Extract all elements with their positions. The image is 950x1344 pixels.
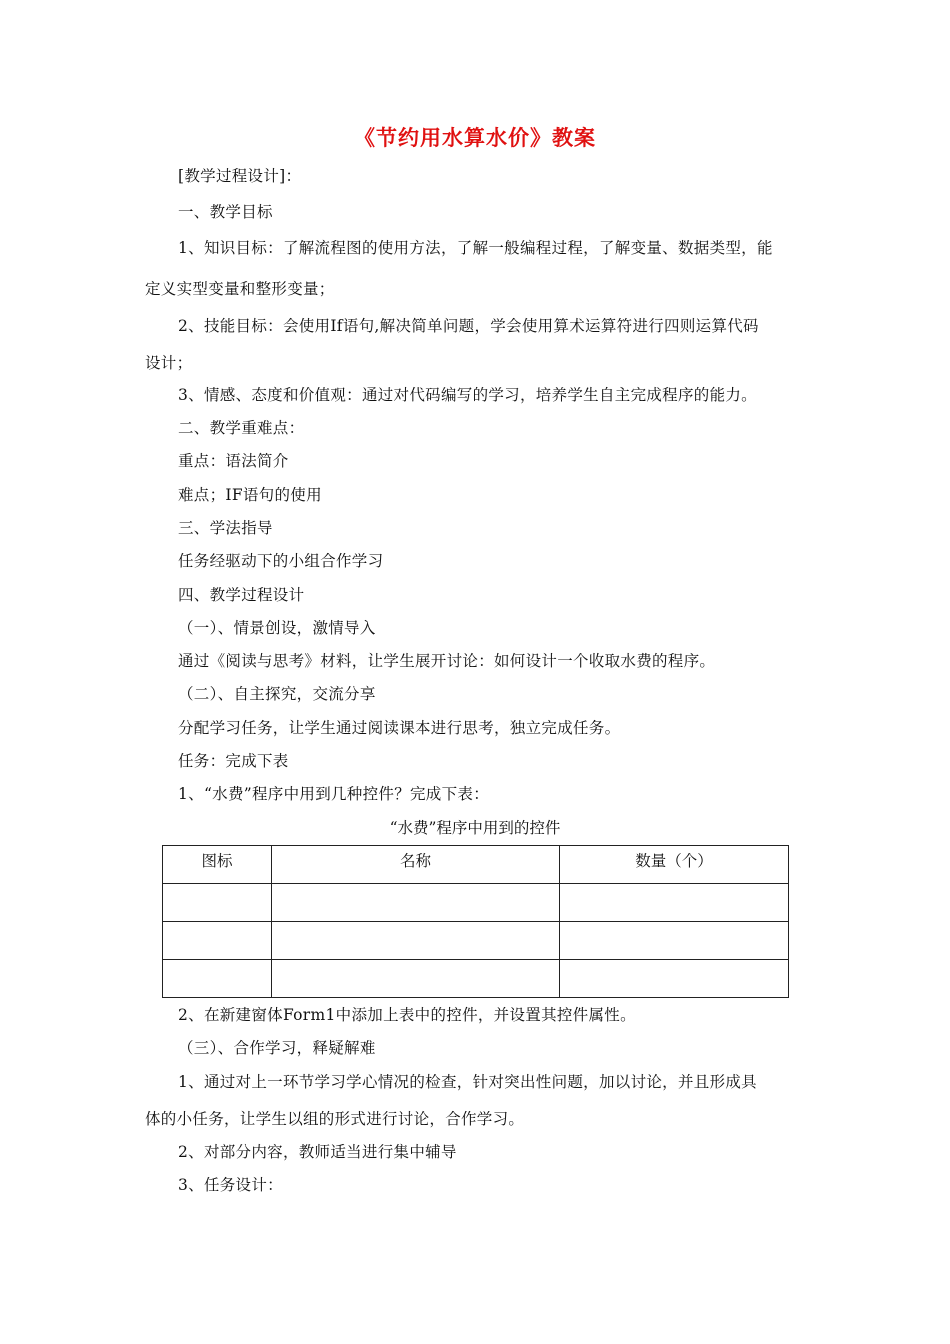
document-title: 《节约用水算水价》教案 (354, 126, 596, 150)
table-cell (163, 960, 272, 998)
paragraph-knowledge-goal-cont: 定义实型变量和整形变量； (145, 280, 335, 298)
table-caption: “水费”程序中用到的控件 (389, 819, 561, 837)
table-cell (163, 884, 272, 922)
table-row (163, 884, 789, 922)
explore-text: 分配学习任务，让学生通过阅读课本进行思考，独立完成任务。 (178, 719, 621, 737)
heading-process: 四、教学过程设计 (178, 586, 305, 604)
paragraph-knowledge-goal: 1、知识目标：了解流程图的使用方法，了解一般编程过程，了解变量、数据类型，能 (178, 239, 773, 257)
task-design-label: 3、任务设计： (178, 1176, 283, 1194)
paragraph-skill-goal-cont: 设计； (145, 354, 193, 372)
key-point: 重点：语法简介 (178, 452, 289, 470)
table-row (163, 960, 789, 998)
task-label: 任务：完成下表 (178, 752, 289, 770)
header-name: 名称 (272, 846, 560, 884)
paragraph-skill-goal: 2、技能目标：会使用If语句,解决简单问题，学会使用算术运算符进行四则运算代码 (178, 317, 759, 335)
scene-text: 通过《阅读与思考》材料，让学生展开讨论：如何设计一个收取水费的程序。 (178, 652, 716, 670)
table-cell (560, 884, 789, 922)
heading-key-points: 二、教学重难点： (178, 419, 305, 437)
cooperate-text: 1、通过对上一环节学习学心情况的检查，针对突出性问题，加以讨论，并且形成具 (178, 1073, 757, 1091)
instruction-form: 2、在新建窗体Form1中添加上表中的控件，并设置其控件属性。 (178, 1006, 636, 1024)
heading-method: 三、学法指导 (178, 519, 273, 537)
table-cell (272, 922, 560, 960)
difficult-point: 难点；IF语句的使用 (178, 486, 322, 504)
paragraph-attitude-goal: 3、情感、态度和价值观：通过对代码编写的学习，培养学生自主完成程序的能力。 (178, 386, 757, 404)
table-cell (163, 922, 272, 960)
subheading-scene: （一）、情景创设，激情导入 (178, 619, 376, 637)
subheading-cooperate: （三）、合作学习，释疑解难 (178, 1039, 376, 1057)
cooperate-text-cont: 体的小任务，让学生以组的形式进行讨论，合作学习。 (145, 1110, 525, 1128)
table-header-row (163, 846, 789, 884)
table-cell (272, 960, 560, 998)
table-cell (560, 922, 789, 960)
table-cell (560, 960, 789, 998)
header-quantity: 数量（个） (560, 846, 789, 884)
heading-objectives: 一、教学目标 (178, 203, 273, 221)
task-question: 1、“水费”程序中用到几种控件？完成下表： (178, 785, 490, 803)
header-icon: 图标 (163, 846, 272, 884)
table-row (163, 922, 789, 960)
subheading-explore: （二）、自主探究，交流分享 (178, 685, 376, 703)
tutoring-text: 2、对部分内容，教师适当进行集中辅导 (178, 1143, 457, 1161)
section-label: [教学过程设计]： (178, 167, 302, 185)
table-cell (272, 884, 560, 922)
controls-table (162, 845, 789, 998)
method-text: 任务经驱动下的小组合作学习 (178, 552, 384, 570)
